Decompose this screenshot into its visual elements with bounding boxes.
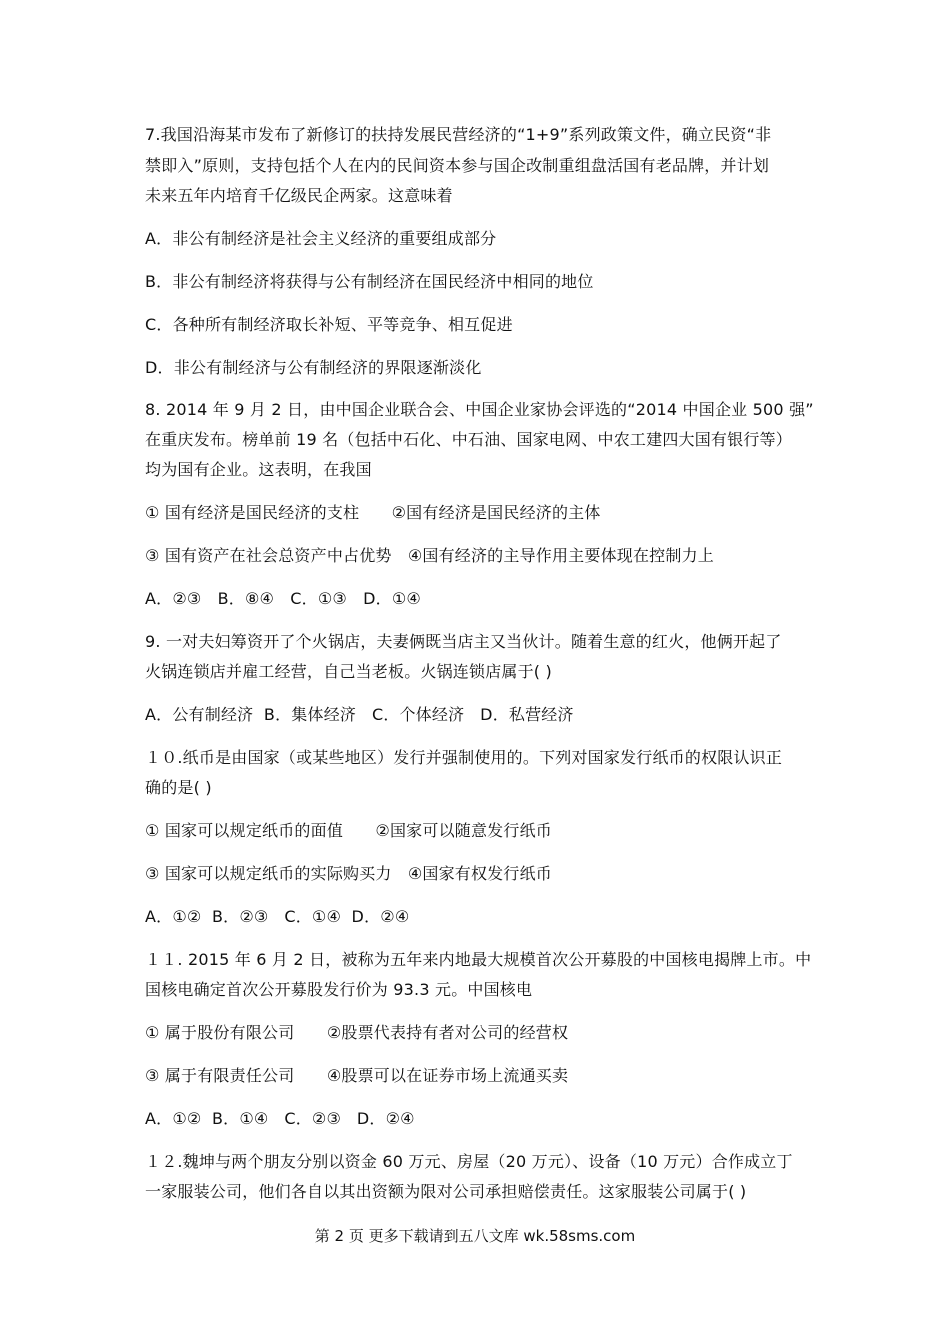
q7-option-b: B．非公有制经济将获得与公有制经济在国民经济中相同的地位 — [145, 272, 594, 291]
q11-item-line-1: ① 属于股份有限公司 ②股票代表持有者对公司的经营权 — [145, 1023, 569, 1042]
q11-stem-line-1: １１. 2015 年 6 月 2 日，被称为五年来内地最大规模首次公开募股的中国核电揭牌上市。中 — [145, 950, 812, 969]
q10-stem-line-2: 确的是( ) — [145, 778, 212, 797]
q8-stem-line-2: 在重庆发布。榜单前 19 名（包括中石化、中石油、国家电网、中农工建四大国有银行等） — [145, 430, 792, 449]
q10-answer-choices: A．①② B．②③ C．①④ D．②④ — [145, 907, 410, 926]
q7-option-c: C．各种所有制经济取长补短、平等竞争、相互促进 — [145, 315, 513, 334]
q8-stem-line-3: 均为国有企业。这表明，在我国 — [145, 460, 372, 479]
q11-item-line-2: ③ 属于有限责任公司 ④股票可以在证券市场上流通买卖 — [145, 1066, 569, 1085]
q7-option-a: A．非公有制经济是社会主义经济的重要组成部分 — [145, 229, 497, 248]
q9-answer-choices: A．公有制经济 B．集体经济 C．个体经济 D．私营经济 — [145, 705, 574, 724]
q7-stem-line-1: 7.我国沿海某市发布了新修订的扶持发展民营经济的“1+9”系列政策文件，确立民资“非 — [145, 125, 772, 144]
q7-option-d: D．非公有制经济与公有制经济的界限逐渐淡化 — [145, 358, 482, 377]
q12-stem-line-1: １２.魏坤与两个朋友分别以资金 60 万元、房屋（20 万元）、设备（10 万元）合作成立丁 — [145, 1152, 793, 1171]
q11-answer-choices: A．①② B．①④ C．②③ D．②④ — [145, 1109, 415, 1128]
q12-stem-line-2: 一家服装公司，他们各自以其出资额为限对公司承担赔偿责任。这家服装公司属于( ) — [145, 1182, 747, 1201]
q7-stem-line-2: 禁即入”原则，支持包括个人在内的民间资本参与国企改制重组盘活国有老品牌，并计划 — [145, 156, 770, 175]
q8-stem-line-1: 8. 2014 年 9 月 2 日，由中国企业联合会、中国企业家协会评选的“2014 中国企业 500 强” — [145, 400, 814, 419]
q8-item-line-1: ① 国有经济是国民经济的支柱 ②国有经济是国民经济的主体 — [145, 503, 601, 522]
q7-stem-line-3: 未来五年内培育千亿级民企两家。这意味着 — [145, 186, 453, 205]
q11-stem-line-2: 国核电确定首次公开募股发行价为 93.3 元。中国核电 — [145, 980, 533, 999]
q8-answer-choices: A．②③ B．⑧④ C．①③ D．①④ — [145, 589, 421, 608]
q9-stem-line-2: 火锅连锁店并雇工经营，自己当老板。火锅连锁店属于( ) — [145, 662, 552, 681]
q10-item-line-1: ① 国家可以规定纸币的面值 ②国家可以随意发行纸币 — [145, 821, 552, 840]
q9-stem-line-1: 9. 一对夫妇筹资开了个火锅店，夫妻俩既当店主又当伙计。随着生意的红火，他俩开起了 — [145, 632, 782, 651]
page-footer: 第 2 页 更多下载请到五八文库 wk.58sms.com — [314, 1227, 636, 1245]
q10-item-line-2: ③ 国家可以规定纸币的实际购买力 ④国家有权发行纸币 — [145, 864, 552, 883]
q8-item-line-2: ③ 国有资产在社会总资产中占优势 ④国有经济的主导作用主要体现在控制力上 — [145, 546, 714, 565]
q10-stem-line-1: １０.纸币是由国家（或某些地区）发行并强制使用的。下列对国家发行纸币的权限认识正 — [145, 748, 783, 767]
